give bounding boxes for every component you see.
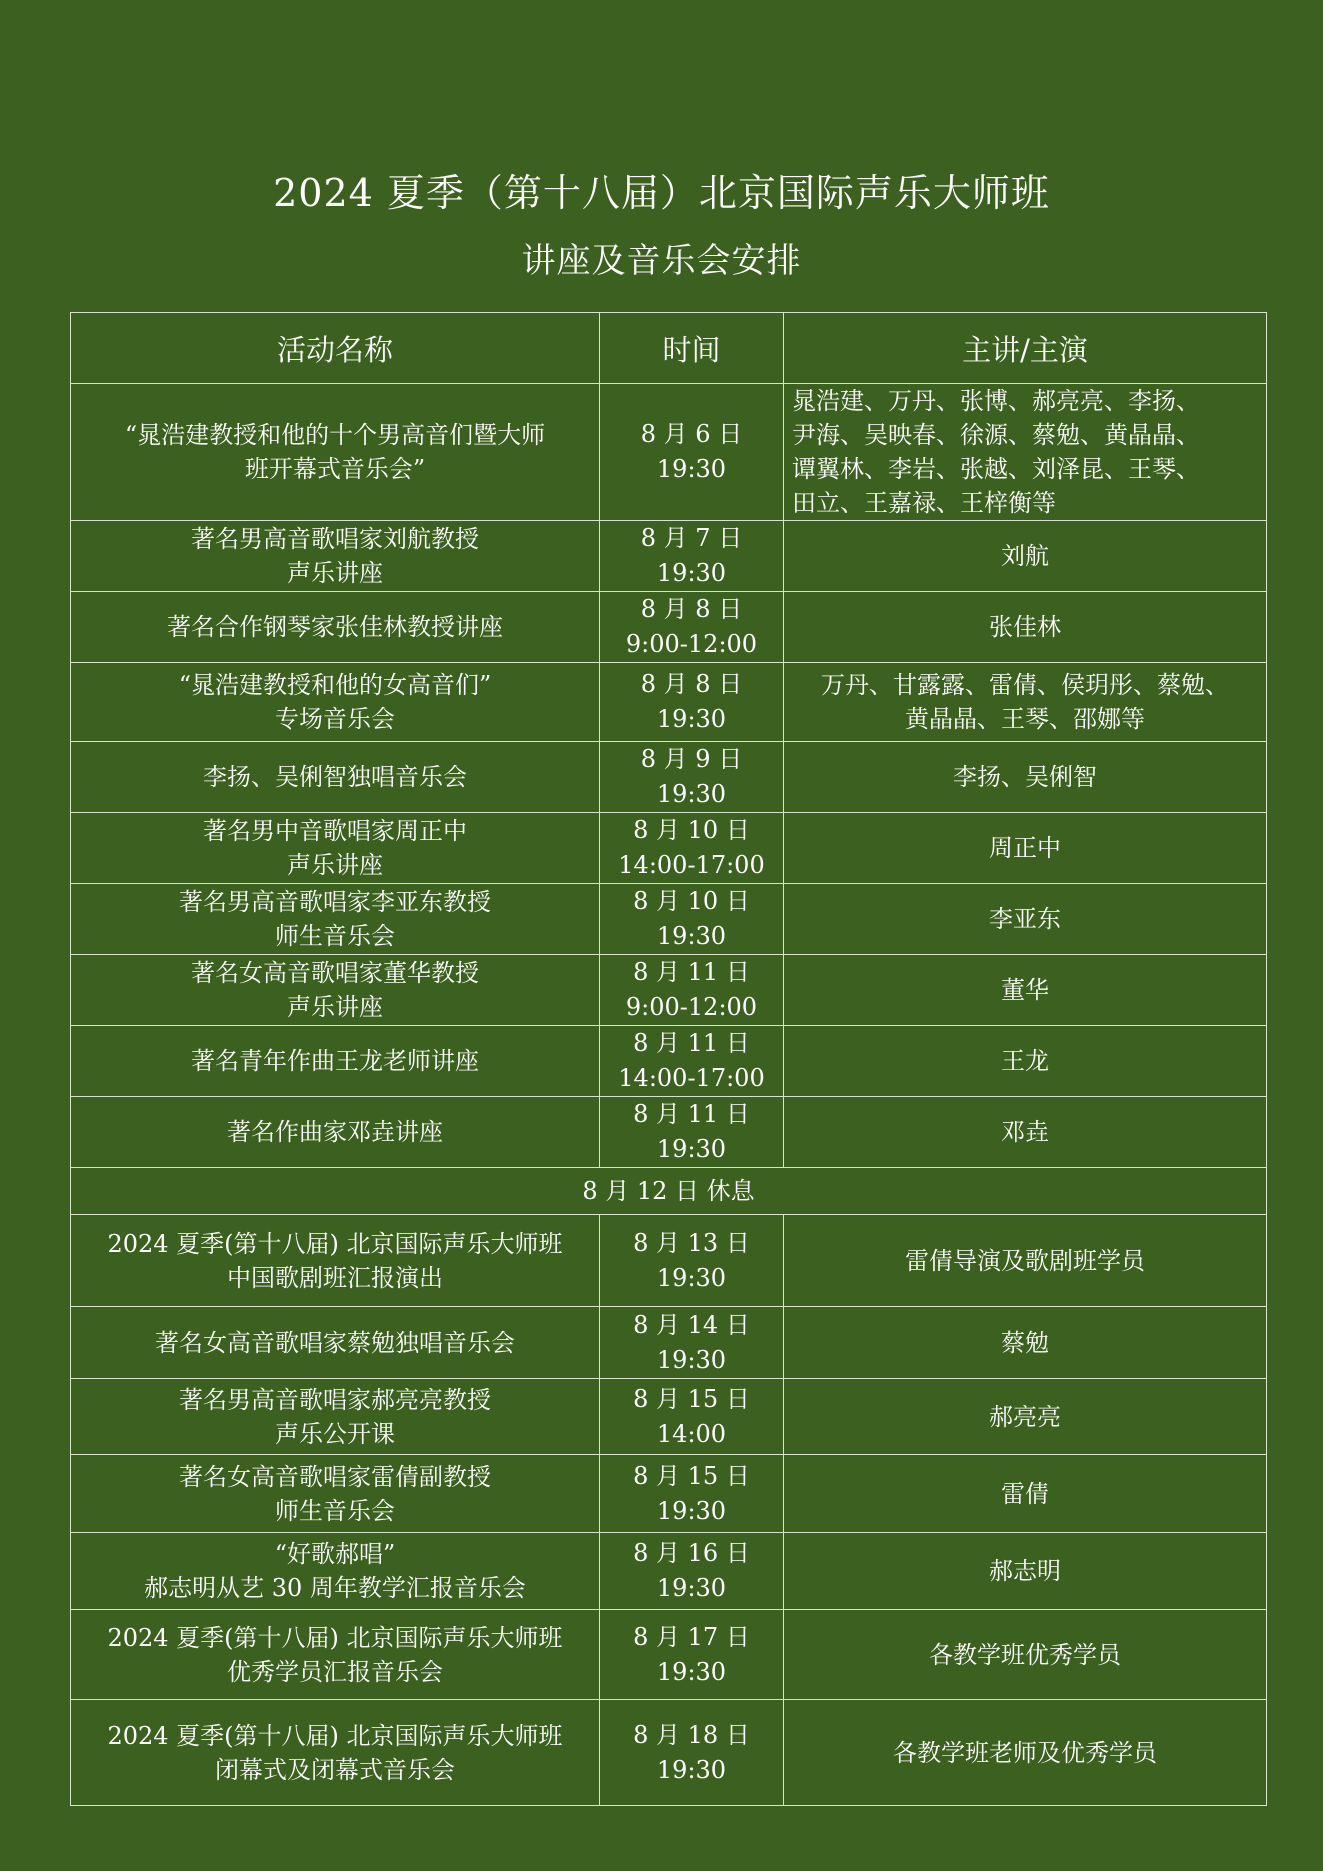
- time-cell: [600, 1610, 784, 1700]
- time-text: 8 月 15 日 19:30: [633, 1461, 750, 1525]
- host-text: 邓垚: [1001, 1118, 1049, 1146]
- host-text: 刘航: [1001, 542, 1049, 570]
- host-text: 周正中: [989, 834, 1061, 862]
- host-cell: [784, 1097, 1267, 1168]
- host-cell: [784, 1307, 1267, 1379]
- table-row: [71, 1215, 1267, 1307]
- time-cell: [600, 1026, 784, 1097]
- activity-name-cell: [71, 1455, 600, 1533]
- activity-name-cell: [71, 1700, 600, 1806]
- time-cell: [600, 663, 784, 742]
- activity-name-text: “晁浩建教授和他的十个男高音们暨大师 班开幕式音乐会”: [124, 421, 546, 483]
- activity-name-cell: [71, 1533, 600, 1610]
- host-text: 各教学班老师及优秀学员: [893, 1738, 1157, 1767]
- activity-name-text: 著名男中音歌唱家周正中 声乐讲座: [203, 817, 467, 879]
- activity-name-cell: [71, 1379, 600, 1455]
- host-text: 雷倩: [1001, 1479, 1049, 1508]
- host-text: 各教学班优秀学员: [929, 1640, 1121, 1669]
- host-cell: [784, 1026, 1267, 1097]
- host-cell: [784, 1455, 1267, 1533]
- table-row: [71, 1700, 1267, 1806]
- activity-name-text: 著名作曲家邓垚讲座: [227, 1118, 443, 1146]
- activity-name-text: 著名女高音歌唱家雷倩副教授 师生音乐会: [179, 1462, 491, 1525]
- host-cell: [784, 1533, 1267, 1610]
- activity-name-text: 著名女高音歌唱家蔡勉独唱音乐会: [155, 1328, 515, 1357]
- time-text: 8 月 17 日 19:30: [633, 1622, 750, 1686]
- time-cell: [600, 813, 784, 884]
- activity-name-text: 2024 夏季(第十八届) 北京国际声乐大师班 闭幕式及闭幕式音乐会: [107, 1721, 563, 1784]
- table-row: [71, 1379, 1267, 1455]
- time-text: 8 月 6 日 19:30: [640, 420, 743, 483]
- time-text: 8 月 11 日 9:00-12:00: [625, 958, 758, 1021]
- time-cell: [600, 1455, 784, 1533]
- activity-name-cell: [71, 592, 600, 663]
- document-subtitle: 讲座及音乐会安排: [521, 241, 802, 281]
- activity-name-cell: [71, 1026, 600, 1097]
- activity-name-text: 2024 夏季(第十八届) 北京国际声乐大师班 优秀学员汇报音乐会: [107, 1623, 563, 1686]
- activity-name-cell: [71, 1097, 600, 1168]
- time-text: 8 月 18 日 19:30: [633, 1720, 750, 1784]
- table-row: [71, 1097, 1267, 1168]
- table-row: [71, 1307, 1267, 1379]
- document-title: 2024 夏季（第十八届）北京国际声乐大师班: [273, 171, 1050, 215]
- time-cell: [600, 742, 784, 813]
- host-text: 李扬、吴俐智: [953, 763, 1097, 791]
- host-cell: [784, 592, 1267, 663]
- time-cell: [600, 521, 784, 592]
- table-row: [71, 1026, 1267, 1097]
- activity-name-cell: [71, 1610, 600, 1700]
- activity-name-text: 著名青年作曲王龙老师讲座: [191, 1047, 479, 1075]
- rest-day-row: [71, 1168, 1267, 1215]
- activity-name-text: “好歌郝唱” 郝志明从艺 30 周年教学汇报音乐会: [144, 1540, 526, 1602]
- table-row: [71, 1533, 1267, 1610]
- time-text: 8 月 14 日 19:30: [633, 1310, 750, 1374]
- host-text: 王龙: [1001, 1047, 1049, 1075]
- time-text: 8 月 8 日 19:30: [640, 670, 743, 733]
- table-row: [71, 1610, 1267, 1700]
- host-cell: [784, 384, 1267, 521]
- time-cell: [600, 1215, 784, 1307]
- activity-name-cell: [71, 663, 600, 742]
- time-cell: [600, 1533, 784, 1610]
- time-cell: [600, 384, 784, 521]
- activity-name-text: 2024 夏季(第十八届) 北京国际声乐大师班 中国歌剧班汇报演出: [107, 1229, 563, 1292]
- table-row: [71, 592, 1267, 663]
- activity-name-cell: [71, 384, 600, 521]
- activity-name-cell: [71, 813, 600, 884]
- time-cell: [600, 1097, 784, 1168]
- host-text: 张佳林: [989, 613, 1061, 641]
- host-text: 郝亮亮: [989, 1402, 1061, 1431]
- table-row: [71, 663, 1267, 742]
- activity-name-text: 李扬、吴俐智独唱音乐会: [203, 763, 467, 791]
- time-cell: [600, 1307, 784, 1379]
- table-row: [71, 884, 1267, 955]
- table-row: [71, 521, 1267, 592]
- activity-name-text: 著名男高音歌唱家李亚东教授 师生音乐会: [179, 888, 491, 950]
- time-cell: [600, 884, 784, 955]
- host-cell: [784, 955, 1267, 1026]
- time-text: 8 月 8 日 9:00-12:00: [625, 595, 758, 658]
- time-cell: [600, 592, 784, 663]
- table-row: [71, 1455, 1267, 1533]
- rest-day-text: 8 月 12 日 休息: [582, 1177, 755, 1205]
- activity-name-text: 著名合作钢琴家张佳林教授讲座: [167, 613, 503, 641]
- host-text: 雷倩导演及歌剧班学员: [905, 1246, 1145, 1275]
- activity-name-cell: [71, 884, 600, 955]
- activity-name-text: 著名女高音歌唱家董华教授 声乐讲座: [191, 959, 479, 1021]
- activity-name-cell: [71, 1215, 600, 1307]
- time-text: 8 月 10 日 14:00-17:00: [618, 816, 765, 879]
- header-activity-name: 活动名称: [71, 313, 600, 384]
- time-text: 8 月 11 日 19:30: [633, 1100, 750, 1163]
- host-cell: [784, 1700, 1267, 1806]
- table-row: [71, 384, 1267, 521]
- activity-name-cell: [71, 521, 600, 592]
- host-text: 蔡勉: [1001, 1328, 1049, 1357]
- time-cell: [600, 955, 784, 1026]
- time-cell: [600, 1700, 784, 1806]
- host-text: 万丹、甘露露、雷倩、侯玥彤、蔡勉、 黄晶晶、王琴、邵娜等: [821, 671, 1229, 733]
- schedule-body: [71, 384, 1267, 1806]
- time-text: 8 月 15 日 14:00: [633, 1384, 750, 1448]
- activity-name-text: “晁浩建教授和他的女高音们” 专场音乐会: [178, 671, 492, 733]
- time-cell: [600, 1379, 784, 1455]
- host-text: 晁浩建、万丹、张博、郝亮亮、李扬、 尹海、吴映春、徐源、蔡勉、黄晶晶、 谭翼林、李岩、张越、刘泽昆、王琴、 田立、王嘉禄、王梓衡等: [792, 387, 1200, 517]
- host-text: 董华: [1001, 976, 1049, 1004]
- activity-name-cell: [71, 955, 600, 1026]
- host-cell: [784, 813, 1267, 884]
- rest-day-cell: [71, 1168, 1267, 1215]
- activity-name-cell: [71, 1307, 600, 1379]
- table-row: [71, 813, 1267, 884]
- table-header-row: [71, 313, 1267, 384]
- host-cell: [784, 1379, 1267, 1455]
- header-host: 主讲/主演: [784, 313, 1267, 384]
- host-cell: [784, 521, 1267, 592]
- host-cell: [784, 742, 1267, 813]
- host-text: 李亚东: [989, 905, 1061, 933]
- table-row: [71, 742, 1267, 813]
- time-text: 8 月 10 日 19:30: [633, 887, 750, 950]
- time-text: 8 月 7 日 19:30: [640, 524, 743, 587]
- table-row: [71, 955, 1267, 1026]
- activity-name-cell: [71, 742, 600, 813]
- time-text: 8 月 11 日 14:00-17:00: [618, 1029, 765, 1092]
- host-text: 郝志明: [989, 1557, 1061, 1585]
- time-text: 8 月 9 日 19:30: [640, 745, 743, 808]
- time-text: 8 月 16 日 19:30: [633, 1539, 750, 1602]
- host-cell: [784, 663, 1267, 742]
- host-cell: [784, 1215, 1267, 1307]
- host-cell: [784, 1610, 1267, 1700]
- activity-name-text: 著名男高音歌唱家郝亮亮教授 声乐公开课: [179, 1385, 491, 1448]
- host-cell: [784, 884, 1267, 955]
- schedule-table: [70, 312, 1267, 1806]
- header-time: 时间: [600, 313, 784, 384]
- activity-name-text: 著名男高音歌唱家刘航教授 声乐讲座: [191, 525, 479, 587]
- time-text: 8 月 13 日 19:30: [633, 1228, 750, 1292]
